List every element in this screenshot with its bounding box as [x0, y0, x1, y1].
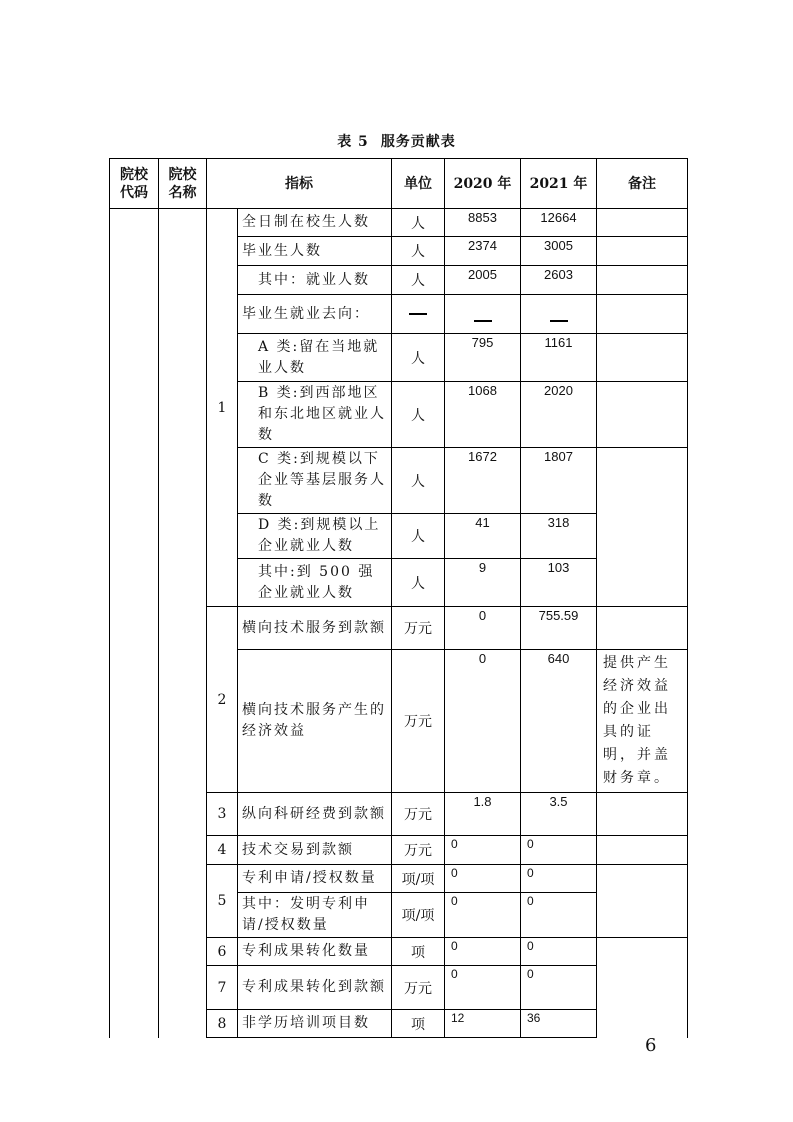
value-2020: 0 [445, 836, 521, 865]
group-number: 8 [207, 1010, 238, 1038]
group-number: 6 [207, 938, 238, 966]
value-2020: 1672 [445, 448, 521, 514]
unit-cell: 项/项 [392, 865, 445, 893]
indicator-cell: 毕业生就业去向： [238, 295, 392, 334]
group-number: 5 [207, 865, 238, 938]
note-cell [597, 793, 688, 836]
value-2021: 36 [521, 1010, 597, 1038]
header-note: 备注 [597, 159, 688, 209]
unit-cell: 项/项 [392, 893, 445, 938]
indicator-cell: 非学历培训项目数 [238, 1010, 392, 1038]
indicator-cell: 全日制在校生人数 [238, 209, 392, 237]
unit-cell: 人 [392, 514, 445, 559]
note-cell [597, 237, 688, 266]
value-2020: 1.8 [445, 793, 521, 836]
value-2020: 795 [445, 334, 521, 382]
school-code-cell [110, 209, 159, 1038]
indicator-cell: C 类:到规模以下企业等基层服务人数 [238, 448, 392, 514]
header-2021: 2021 年 [521, 159, 597, 209]
value-2021: 3005 [521, 237, 597, 266]
value-2020: 9 [445, 559, 521, 607]
indicator-cell: 专利申请/授权数量 [238, 865, 392, 893]
dash-2021 [550, 320, 568, 322]
unit-cell: 万元 [392, 793, 445, 836]
unit-cell: 万元 [392, 836, 445, 865]
header-unit: 单位 [392, 159, 445, 209]
table-row [110, 209, 688, 237]
indicator-cell: 专利成果转化到款额 [238, 966, 392, 1010]
unit-cell: 项 [392, 1010, 445, 1038]
indicator-cell: 专利成果转化数量 [238, 938, 392, 966]
indicator-cell: 毕业生人数 [238, 237, 392, 266]
note-cell [597, 938, 688, 1038]
dash-unit [409, 313, 427, 315]
header-code: 院校代码 [110, 159, 159, 209]
unit-cell: 人 [392, 334, 445, 382]
group-number: 7 [207, 966, 238, 1010]
value-2021: 1807 [521, 448, 597, 514]
note-cell [597, 836, 688, 865]
value-2021: 2020 [521, 382, 597, 448]
group-number: 2 [207, 607, 238, 793]
note-cell [597, 448, 688, 607]
value-2021: 103 [521, 559, 597, 607]
group-number: 4 [207, 836, 238, 865]
indicator-cell: 横向技术服务产生的经济效益 [238, 650, 392, 793]
note-cell [597, 607, 688, 650]
value-2021: 3.5 [521, 793, 597, 836]
unit-cell: 万元 [392, 607, 445, 650]
indicator-cell: B 类:到西部地区和东北地区就业人数 [238, 382, 392, 448]
value-2020: 12 [445, 1010, 521, 1038]
value-2020: 0 [445, 938, 521, 966]
indicator-cell: D 类:到规模以上企业就业人数 [238, 514, 392, 559]
header-2020: 2020 年 [445, 159, 521, 209]
unit-cell: 万元 [392, 966, 445, 1010]
group-number: 1 [207, 209, 238, 607]
unit-cell: 项 [392, 938, 445, 966]
value-2020: 2374 [445, 237, 521, 266]
header-name: 院校名称 [159, 159, 207, 209]
value-2021: 318 [521, 514, 597, 559]
value-2021: 755.59 [521, 607, 597, 650]
note-cell: 提供产生经济效益的企业出具的证明，并盖财务章。 [597, 650, 688, 793]
value-2020: 0 [445, 865, 521, 893]
indicator-cell: 技术交易到款额 [238, 836, 392, 865]
table-caption [0, 131, 793, 151]
indicator-cell: A 类:留在当地就业人数 [238, 334, 392, 382]
value-2021: 0 [521, 865, 597, 893]
value-2020: 1068 [445, 382, 521, 448]
value-2020: 0 [445, 607, 521, 650]
unit-cell: 人 [392, 266, 445, 295]
value-2020: 0 [445, 893, 521, 938]
unit-cell: 人 [392, 382, 445, 448]
value-2021: 640 [521, 650, 597, 793]
unit-cell: 人 [392, 237, 445, 266]
service-contribution-table [109, 158, 688, 1038]
school-name-cell [159, 209, 207, 1038]
header-row [110, 159, 688, 209]
group-number: 3 [207, 793, 238, 836]
value-2021: 0 [521, 938, 597, 966]
value-2020 [445, 295, 521, 334]
indicator-cell: 其中：就业人数 [238, 266, 392, 295]
note-cell [597, 382, 688, 448]
value-2020: 0 [445, 966, 521, 1010]
value-2021 [521, 295, 597, 334]
value-2020: 2005 [445, 266, 521, 295]
value-2021: 1161 [521, 334, 597, 382]
note-cell [597, 334, 688, 382]
indicator-cell: 其中:到 500 强企业就业人数 [238, 559, 392, 607]
page-number: 6 [645, 1035, 657, 1056]
value-2021: 0 [521, 836, 597, 865]
caption-label: 表 5 [337, 134, 369, 150]
indicator-cell: 纵向科研经费到款额 [238, 793, 392, 836]
note-cell [597, 295, 688, 334]
indicator-cell: 其中：发明专利申请/授权数量 [238, 893, 392, 938]
value-2021: 0 [521, 893, 597, 938]
header-indicator: 指标 [207, 159, 392, 209]
value-2021: 2603 [521, 266, 597, 295]
indicator-cell: 横向技术服务到款额 [238, 607, 392, 650]
note-cell [597, 266, 688, 295]
value-2020: 0 [445, 650, 521, 793]
value-2020: 41 [445, 514, 521, 559]
unit-cell: 人 [392, 559, 445, 607]
note-cell [597, 865, 688, 938]
unit-cell: 人 [392, 209, 445, 237]
value-2021: 12664 [521, 209, 597, 237]
unit-cell: 人 [392, 448, 445, 514]
value-2021: 0 [521, 966, 597, 1010]
note-cell [597, 209, 688, 237]
unit-cell [392, 295, 445, 334]
unit-cell: 万元 [392, 650, 445, 793]
caption-title: 服务贡献表 [380, 134, 456, 150]
dash-2020 [474, 320, 492, 322]
value-2020: 8853 [445, 209, 521, 237]
